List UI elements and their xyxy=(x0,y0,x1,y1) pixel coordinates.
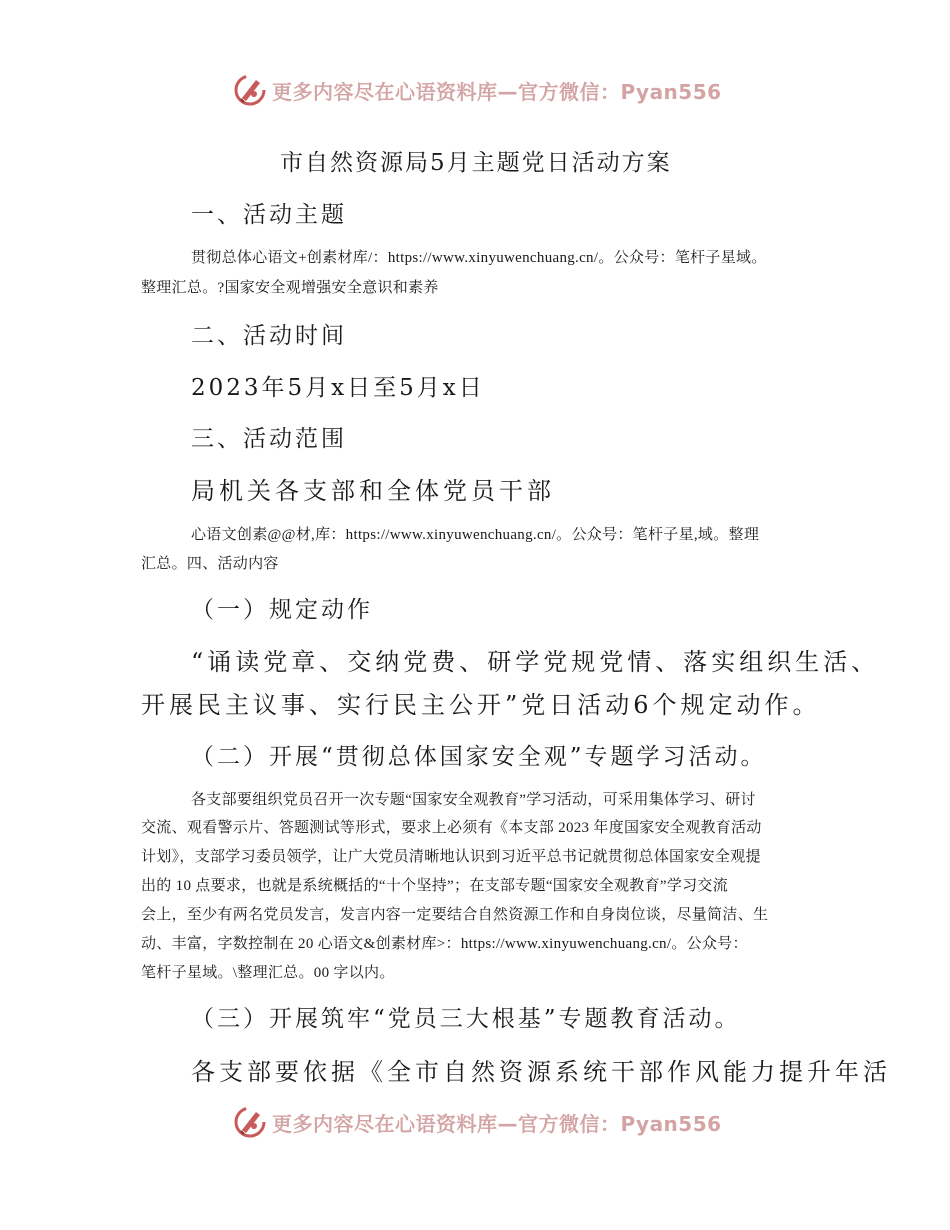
subsection1-heading: （一）规定动作 xyxy=(191,597,373,623)
note-line2: 汇总。四、活动内容 xyxy=(141,556,279,572)
section2-body: 2023年5月x日至5月x日 xyxy=(191,375,485,401)
note-line1: 心语文创素@@材,库：https://www.xinyuwenchuang.cn/。公众号：笔杆子星,域。整理 xyxy=(191,527,760,543)
pen-seal-icon xyxy=(232,1104,268,1140)
subsection2-body-line: 各支部要组织党员召开一次专题“国家安全观教育”学习活动，可采用集体学习、研讨 xyxy=(191,792,756,808)
section3-body: 局机关各支部和全体党员干部 xyxy=(191,477,555,505)
subsection2-body-line: 计划》，支部学习委员领学，让广大党员清晰地认识到习近平总书记就贯彻总体国家安全观提 xyxy=(141,849,761,865)
subsection3-body-line1: 各支部要依据《全市自然资源系统干部作风能力提升年活 xyxy=(191,1058,891,1086)
subsection2-body-line: 交流、观看警示片、答题测试等形式，要求上必须有《本支部 2023 年度国家安全观教育活动 xyxy=(141,820,762,836)
section1-heading: 一、活动主题 xyxy=(191,202,347,228)
subsection1-body-line1: “诵读党章、交纳党费、研学党规党情、落实组织生活、 xyxy=(191,648,880,676)
section2-heading: 二、活动时间 xyxy=(191,323,347,349)
subsection2-heading: （二）开展“贯彻总体国家安全观”专题学习活动。 xyxy=(191,744,767,770)
subsection2-body-line: 动、丰富，字数控制在 20 心语文&创素材库>：https://www.xinyuwenchuang.cn/。公众号： xyxy=(141,936,748,952)
subsection1-body-line2: 开展民主议事、实行民主公开”党日活动6个规定动作。 xyxy=(141,691,821,719)
subsection3-heading: （三）开展筑牢“党员三大根基”专题教育活动。 xyxy=(191,1006,741,1032)
pen-seal-icon xyxy=(232,72,268,108)
subsection2-body-line: 笔杆子星域。\整理汇总。00 字以内。 xyxy=(141,965,395,981)
header-banner-text: 更多内容尽在心语资料库—官方微信：Pyan556 xyxy=(272,79,722,104)
section3-heading: 三、活动范围 xyxy=(191,426,347,452)
subsection2-body-line: 会上，至少有两名党员发言，发言内容一定要结合自然资源工作和自身岗位谈，尽量简洁、生 xyxy=(141,907,769,923)
footer-banner-text: 更多内容尽在心语资料库—官方微信：Pyan556 xyxy=(272,1111,722,1136)
document-title: 市自然资源局5月主题党日活动方案 xyxy=(280,150,672,176)
subsection2-body-line: 出的 10 点要求，也就是系统概括的“十个坚持”；在支部专题“国家安全观教育”学习交流 xyxy=(141,878,729,894)
section1-body-line1: 贯彻总体心语文+创素材库/：https://www.xinyuwenchuang.cn/。公众号：笔杆子星域。 xyxy=(191,250,767,266)
section1-body-line2: 整理汇总。?国家安全观增强安全意识和素养 xyxy=(141,280,439,296)
header-banner xyxy=(232,70,722,110)
footer-banner xyxy=(232,1102,722,1142)
